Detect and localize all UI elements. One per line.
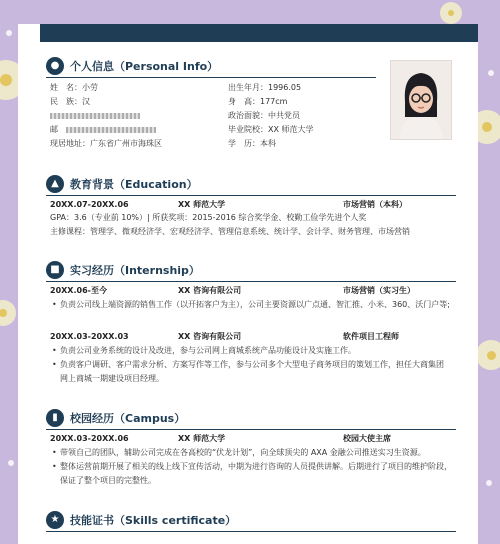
campus-bullet: • 带领自己的团队，辅助公司完成在各高校的“伏龙计划”，向全球顶尖的 AXA 金融公司推送实习生资源。 (60, 448, 426, 458)
school-value: XX 师范大学 (268, 125, 314, 134)
school-label: 毕业院校： (228, 125, 268, 134)
email-label: 邮 (50, 125, 58, 134)
education-school: XX 师范大学 (178, 200, 226, 209)
section-personal-header (46, 56, 218, 76)
degree-label: 学 历： (228, 139, 260, 148)
degree-value: 本科 (260, 139, 276, 148)
avatar-illustration (391, 61, 451, 139)
redacted-phone (50, 113, 140, 119)
section-internship-header (46, 260, 200, 280)
section-skills-header (46, 510, 236, 530)
internship-period: 20XX.03-20XX.03 (50, 332, 129, 341)
campus-school: XX 师范大学 (178, 434, 226, 443)
redacted-email (66, 127, 156, 133)
campus-bullet: • 整体运营前期开展了相关的线上线下宣传活动，中期为进行咨询的人员提供讲解。后期进行了项目的维护阶段， (60, 462, 452, 472)
section-divider (46, 77, 376, 78)
section-divider (46, 195, 456, 196)
campus-period: 20XX.03-20XX.06 (50, 434, 129, 443)
education-gpa: GPA：3.6（专业前 10%）| 所获奖项：2015-2016 综合奖学金、校勤工俭学先进个人奖 (50, 213, 367, 222)
birth-value: 1996.05 (268, 83, 302, 92)
section-internship-title: 实习经历（Internship） (70, 264, 200, 277)
internship-bullet: • 负责客户调研、客户需求分析、方案写作等工作，参与公司多个大型电子商务项目的策划工作，担任大商集团 (60, 360, 444, 370)
resume-page (18, 24, 478, 544)
education-period: 20XX.07-20XX.06 (50, 200, 129, 209)
education-courses: 主修课程：管理学、微观经济学、宏观经济学、管理信息系统、统计学、会计学、财务管理、市场营销 (50, 227, 410, 236)
education-major: 市场营销（本科） (343, 200, 407, 209)
building-icon: ▮ (46, 409, 64, 427)
height-value: 177cm (260, 97, 288, 106)
internship-role: 市场营销（实习生） (343, 286, 415, 295)
background-dot (6, 30, 12, 36)
section-personal-title: 个人信息（Personal Info） (70, 60, 219, 73)
background-flower (0, 300, 16, 326)
background-dot (488, 70, 494, 76)
internship-company: XX 咨询有限公司 (178, 332, 242, 341)
section-divider (46, 429, 456, 430)
ethnicity-label: 民 族： (50, 97, 82, 106)
section-education-header (46, 174, 198, 194)
certificate-icon: ★ (46, 511, 64, 529)
internship-bullet-continuation: 网上商城一期建设项目经理。 (60, 374, 164, 383)
header-bar (18, 24, 478, 42)
internship-role: 软件项目工程师 (343, 332, 399, 341)
section-divider (46, 281, 456, 282)
briefcase-icon: ■ (46, 261, 64, 279)
person-icon: ● (46, 57, 64, 75)
name-value: 小劳 (82, 83, 98, 92)
internship-bullet: • 负责公司业务系统的设计及改进，参与公司网上商城系统产品功能设计及实施工作。 (60, 346, 356, 356)
campus-bullet-continuation: 保证了整个项目的完整性。 (60, 476, 156, 485)
internship-company: XX 咨询有限公司 (178, 286, 242, 295)
background-dot (486, 480, 492, 486)
section-skills-title: 技能证书（Skills certificate） (70, 514, 237, 527)
address-label: 现居地址： (50, 139, 90, 148)
background-flower (440, 2, 462, 24)
section-campus-header (46, 408, 185, 428)
internship-bullet: • 负责公司线上端资源的销售工作（以开拓客户为主），公司主要资源以广点通、智汇推、小米、360、沃门户等; (60, 300, 450, 310)
politics-label: 政治面貌： (228, 111, 268, 120)
ethnicity-value: 汉 (82, 97, 90, 106)
address-value: 广东省广州市海珠区 (90, 139, 162, 148)
section-campus-title: 校园经历（Campus） (70, 412, 186, 425)
internship-period: 20XX.06-至今 (50, 286, 107, 295)
section-education-title: 教育背景（Education） (70, 178, 198, 191)
profile-photo (390, 60, 452, 140)
height-label: 身 高： (228, 97, 260, 106)
politics-value: 中共党员 (268, 111, 300, 120)
header-bar-accent (40, 24, 46, 42)
name-label: 姓 名： (50, 83, 82, 92)
campus-role: 校园大使主席 (343, 434, 391, 443)
birth-label: 出生年月： (228, 83, 268, 92)
background-dot (8, 460, 14, 466)
background-flower (476, 340, 500, 370)
section-divider (46, 531, 456, 532)
graduation-cap-icon: ▲ (46, 175, 64, 193)
